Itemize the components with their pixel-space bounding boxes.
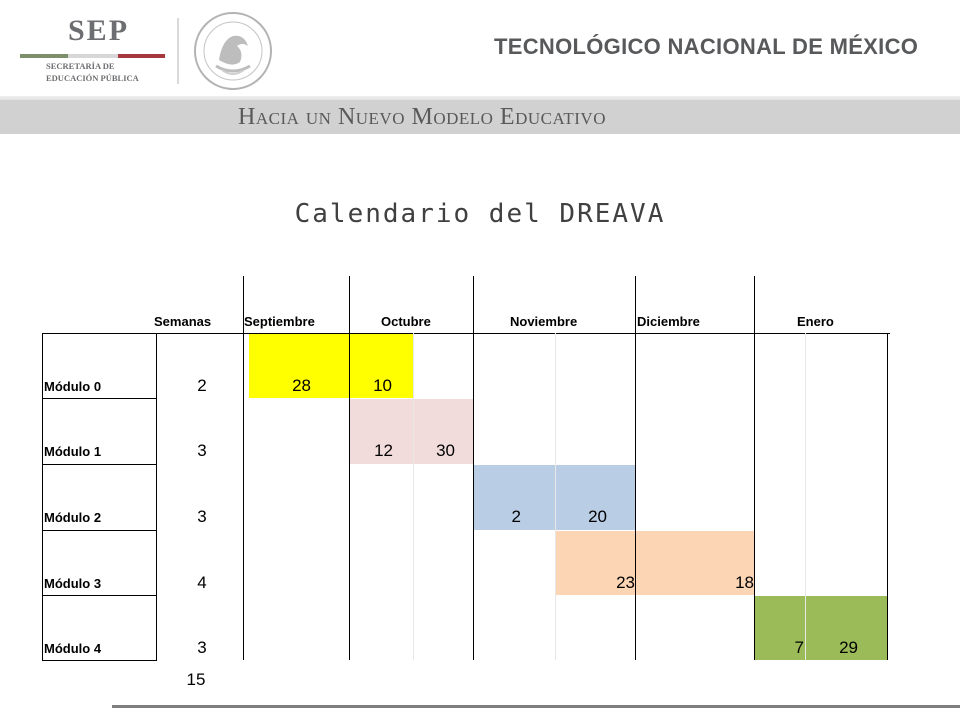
header-enero: Enero <box>797 314 834 329</box>
header-divider <box>177 18 179 84</box>
row-end-date: 18 <box>735 573 754 592</box>
bottom-rule <box>112 705 960 708</box>
sep-tricolor-line <box>20 54 165 58</box>
row-start-date: 23 <box>616 573 635 592</box>
sep-subtitle-line1: SECRETARÍA DE <box>46 61 115 71</box>
row-end-date: 20 <box>588 507 607 526</box>
sep-logo <box>20 14 165 86</box>
header-semanas: Semanas <box>154 314 212 329</box>
header-septiembre: Septiembre <box>244 314 315 329</box>
sep-name: SEP <box>68 14 130 47</box>
row-end-date: 30 <box>436 441 455 460</box>
row-label: Módulo 4 <box>44 641 102 656</box>
row-weeks: 3 <box>197 507 207 526</box>
total-weeks: 15 <box>186 670 206 689</box>
row-weeks: 4 <box>197 573 207 592</box>
sep-subtitle-line2: EDUCACIÓN PÚBLICA <box>46 73 139 83</box>
header-band-text: Hacia un Nuevo Modelo Educativo <box>238 104 606 130</box>
row-weeks: 2 <box>197 376 207 395</box>
row-start-date: 28 <box>292 376 311 395</box>
institution-title: TECNOLÓGICO NACIONAL DE MÉXICO <box>494 34 919 59</box>
row-start-date: 7 <box>794 638 804 657</box>
row-weeks: 3 <box>197 441 207 460</box>
page-header <box>0 0 960 100</box>
mexican-coat-of-arms-icon <box>192 10 274 92</box>
row-label: Módulo 1 <box>44 444 102 459</box>
row-weeks: 3 <box>197 638 207 657</box>
row-end-date: 10 <box>373 376 392 395</box>
sep-subtitle <box>46 60 139 84</box>
row-label: Módulo 3 <box>44 576 102 591</box>
row-label: Módulo 0 <box>44 379 102 394</box>
row-start-date: 2 <box>511 507 521 526</box>
row-end-date: 29 <box>839 638 858 657</box>
row-label: Módulo 2 <box>44 510 102 525</box>
header-diciembre: Diciembre <box>637 314 700 329</box>
header-octubre: Octubre <box>381 314 431 329</box>
header-noviembre: Noviembre <box>510 314 578 329</box>
page-title: Calendario del DREAVA <box>294 199 666 229</box>
row-start-date: 12 <box>374 441 393 460</box>
